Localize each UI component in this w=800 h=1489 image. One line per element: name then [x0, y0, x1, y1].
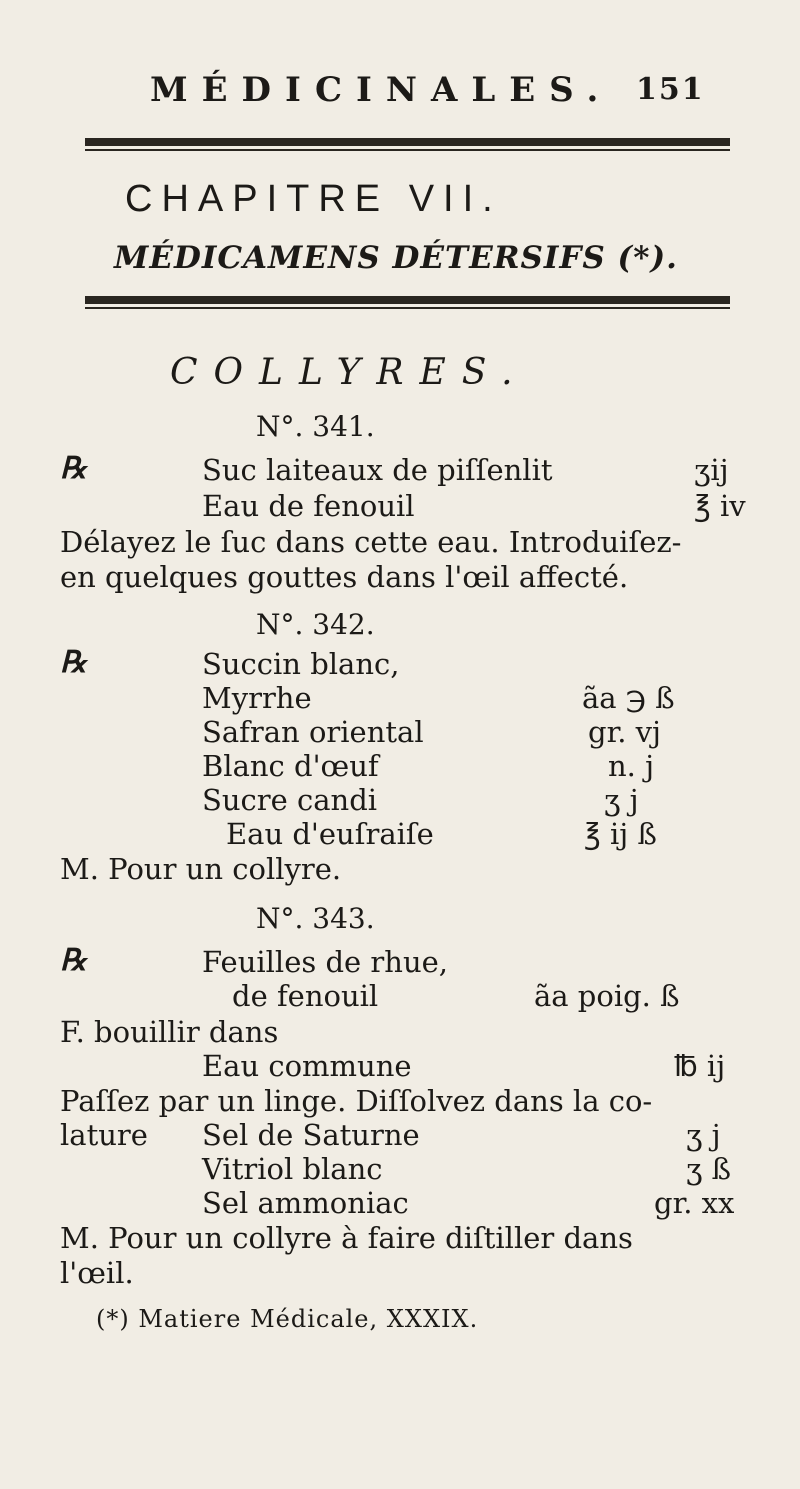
ingredient-dose: ʒij	[694, 453, 729, 487]
instruction-line: l'œil.	[60, 1256, 134, 1290]
ingredient-name: Eau de fenouil	[202, 489, 415, 523]
ingredient-dose: ãa ℈ ß	[582, 681, 675, 715]
instruction-line: M. Pour un collyre.	[60, 852, 342, 886]
ingredient-dose: gr. xx	[654, 1186, 735, 1220]
chapter-subtitle: MÉDICAMENS DÉTERSIFS (*).	[114, 240, 678, 276]
recipe-number-343: N°. 343.	[256, 902, 375, 935]
instruction-line: lature	[60, 1118, 148, 1152]
ingredient-dose: ãa poig. ß	[534, 979, 680, 1013]
chapter-rule-thin	[85, 307, 730, 309]
recipe-number-341: N°. 341.	[256, 410, 375, 443]
instruction-line: Paſſez par un linge. Diſſolvez dans la co-	[60, 1084, 653, 1118]
page-number: 151	[636, 72, 705, 107]
chapter-rule-thick	[85, 296, 730, 304]
ingredient-name: Feuilles de rhue,	[202, 945, 449, 979]
chapter-title: CHAPITRE VII.	[125, 178, 502, 220]
ingredient-name: Eau d'euſraiſe	[226, 817, 434, 851]
ingredient-name: Vitriol blanc	[202, 1152, 383, 1186]
ingredient-dose: ʒ j	[686, 1118, 721, 1152]
footnote: (*) Matiere Médicale, XXXIX.	[96, 1305, 479, 1333]
instruction-line: M. Pour un collyre à faire diſtiller dans	[60, 1221, 633, 1255]
header-rule-thick	[85, 138, 730, 146]
instruction-line: F. bouillir dans	[60, 1015, 279, 1049]
recipe-number-342: N°. 342.	[256, 608, 375, 641]
ingredient-name: Blanc d'œuf	[202, 749, 379, 783]
rx-symbol-icon: ℞	[60, 943, 87, 978]
ingredient-name: Succin blanc,	[202, 647, 400, 681]
ingredient-name: de fenouil	[232, 979, 379, 1013]
rx-symbol-icon: ℞	[60, 451, 87, 486]
ingredient-name: Safran oriental	[202, 715, 424, 749]
ingredient-dose: ℥ ij ß	[584, 817, 657, 851]
running-header: MÉDICINALES.	[150, 70, 613, 110]
instruction-line: Délayez le ſuc dans cette eau. Introduiſez-	[60, 525, 682, 559]
ingredient-name: Sel de Saturne	[202, 1118, 420, 1152]
ingredient-dose: ʒ ß	[686, 1152, 731, 1186]
rx-symbol-icon: ℞	[60, 645, 87, 680]
ingredient-dose: gr. vj	[588, 715, 662, 749]
ingredient-dose: ℥ iv	[694, 489, 746, 523]
ingredient-name: Sucre candi	[202, 783, 378, 817]
ingredient-name: Sel ammoniac	[202, 1186, 409, 1220]
ingredient-dose: ℔ ij	[674, 1049, 726, 1083]
section-title: COLLYRES.	[170, 352, 529, 393]
ingredient-name: Suc laiteaux de piſſenlit	[202, 453, 553, 487]
ingredient-dose: n. j	[608, 749, 655, 783]
ingredient-name: Eau commune	[202, 1049, 412, 1083]
instruction-line: en quelques gouttes dans l'œil affecté.	[60, 560, 629, 594]
header-rule-thin	[85, 149, 730, 151]
ingredient-name: Myrrhe	[202, 681, 312, 715]
ingredient-dose: ʒ j	[604, 783, 639, 817]
